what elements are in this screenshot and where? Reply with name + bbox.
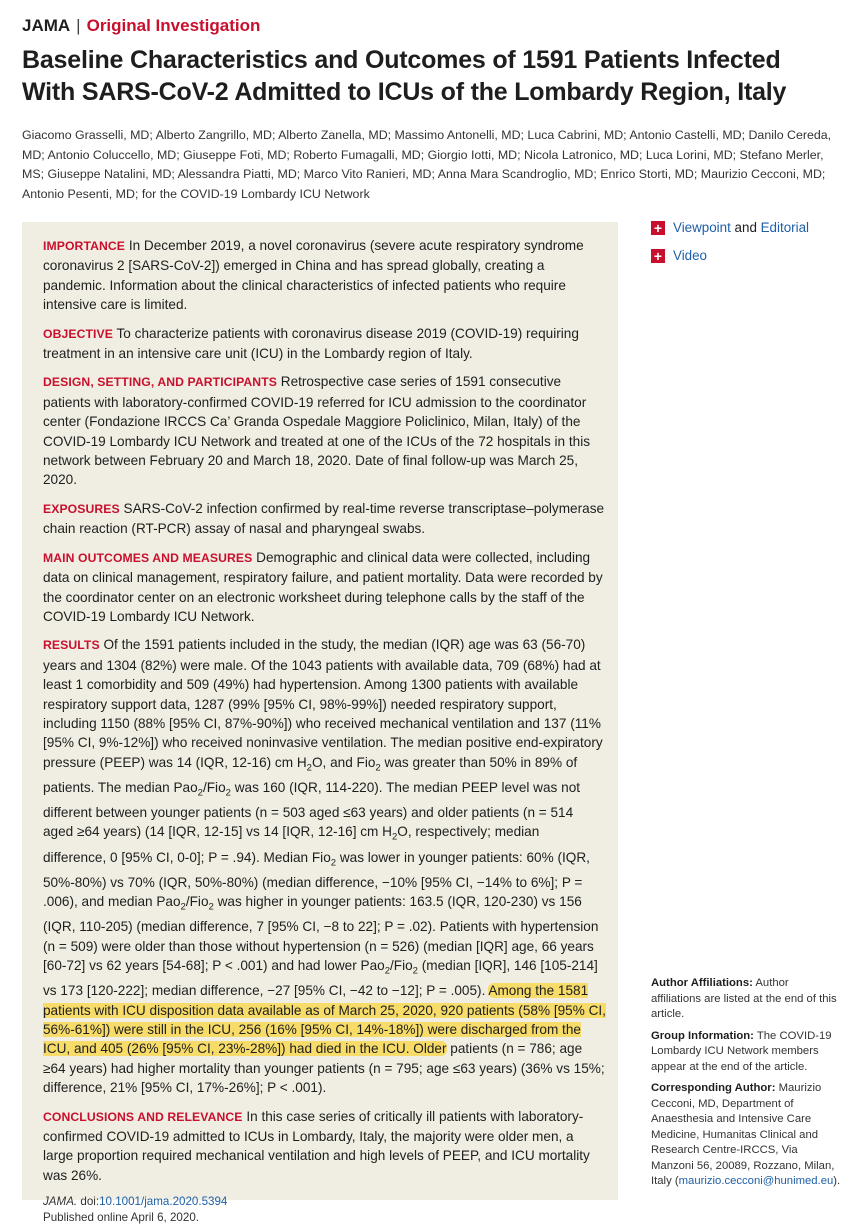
note-label: Corresponding Author: xyxy=(651,1082,776,1094)
related-links xyxy=(651,219,809,275)
section-text: In December 2019, a novel coronavirus (severe acute respiratory syndrome coronavirus 2 [SARS-CoV-2]) emerged in China and has spread globally, creating a pandemic. Information about the clinical characteristics of infected patients who require intensive care is limited. xyxy=(43,238,584,313)
abstract-exposures xyxy=(43,499,606,539)
editorial-link[interactable]: Editorial xyxy=(760,220,810,235)
results-text: O, and Fio xyxy=(311,754,376,770)
citation-journal: JAMA. xyxy=(43,1195,78,1209)
link-joiner: and xyxy=(730,220,761,235)
subscript: 2 xyxy=(384,965,390,977)
section-text: SARS-CoV-2 infection confirmed by real-time reverse transcriptase–polymerase chain reaction (RT-PCR) assay of nasal and pharyngeal swabs. xyxy=(43,500,605,537)
subscript: 2 xyxy=(375,762,381,774)
section-text: To characterize patients with coronavirus disease 2019 (COVID-19) requiring treatment in an intensive care unit (ICU) in the Lombardy region of Italy. xyxy=(43,325,579,362)
journal-name: JAMA xyxy=(22,16,71,35)
published-date: Published online April 6, 2020. xyxy=(43,1211,199,1225)
section-heading: EXPOSURES xyxy=(43,501,120,516)
article-type: Original Investigation xyxy=(86,16,261,35)
section-heading: RESULTS xyxy=(43,638,100,653)
results-text: (median [IQR], 146 [105-214] vs 173 [120-222]; median difference, −27 [95% CI, −42 to −12]; P = .005). xyxy=(43,958,598,999)
subscript: 2 xyxy=(412,965,418,977)
related-viewpoint-row xyxy=(651,219,809,237)
section-text: Retrospective case series of 1591 consecutive patients with laboratory-confirmed COVID-19 referred for ICU admission to the coordinator center (Fondazione IRCCS Ca’ Granda Ospedale Maggiore Policlinico, Milan, Italy) of the COVID-19 Lombardy ICU Network and treated at one of the ICUs of the 72 hospitals in this network between February 20 and March 18, 2020. Date of final follow-up was March 25, 2020. xyxy=(43,374,591,488)
results-text: Of the 1591 patients included in the study, the median (IQR) age was 63 (56-70) years and 1304 (82%) were male. Of the 1043 patients with available data, 709 (68%) had at least 1 comorbidity and 509 (49%) had hypertension. Among 1300 patients with available respiratory support data, 1287 (99% [95% CI, 98%-99%]) needed respiratory support, including 1150 (88% [95% CI, 87%-90%]) who received mechanical ventilation and 137 (11% [95% CI, 9%-12%]) who received noninvasive ventilation. The median positive end-expiratory pressure (PEEP) was 14 (IQR, 12-16) cm H xyxy=(43,637,603,770)
subscript: 2 xyxy=(306,762,312,774)
abstract-outcomes xyxy=(43,548,606,627)
section-heading: OBJECTIVE xyxy=(43,326,113,341)
doi-link[interactable]: 10.1001/jama.2020.5394 xyxy=(99,1195,228,1209)
section-heading: CONCLUSIONS AND RELEVANCE xyxy=(43,1109,243,1124)
masthead-separator: | xyxy=(76,16,81,35)
subscript: 2 xyxy=(208,901,214,913)
abstract-importance xyxy=(43,236,606,315)
corresponding-author xyxy=(651,1081,841,1190)
results-text: patients (n = 786; age ≥64 years) had higher mortality than younger patients (n = 795; age ≤63 years) (36% vs 15%; difference, 21% [95% CI, 17%-26%]; P < .001). xyxy=(43,1041,605,1096)
results-text: /Fio xyxy=(202,779,226,795)
results-text: was greater than 50% in 89% of patients. The median Pao xyxy=(43,754,578,795)
section-heading: MAIN OUTCOMES AND MEASURES xyxy=(43,550,253,565)
sidebar-notes xyxy=(651,976,841,1196)
subscript: 2 xyxy=(225,787,231,799)
email-link[interactable]: maurizio.cecconi@hunimed.eu xyxy=(678,1175,834,1187)
note-label: Group Information: xyxy=(651,1029,754,1042)
plus-icon[interactable]: + xyxy=(651,221,665,235)
section-heading: DESIGN, SETTING, AND PARTICIPANTS xyxy=(43,375,277,390)
abstract-results xyxy=(43,635,606,1097)
abstract-design xyxy=(43,372,606,489)
subscript: 2 xyxy=(391,832,398,844)
abstract-objective xyxy=(43,324,606,364)
citation xyxy=(43,1194,606,1226)
highlighted-text: Among the 1581 patients with ICU disposition data available as of March 25, 2020, 920 patients (58% [95% CI, 56%-61%]) were still in the ICU, 256 (16% [95% CI, 14%-18%]) were discharged from the ICU, and 405 (26% [95% CI, 23%-28%]) had died in the ICU. Older xyxy=(43,983,606,1057)
masthead xyxy=(22,16,260,36)
results-text: was lower in younger patients: 60% (IQR, 50%-80%) vs 70% (IQR, 50%-80%) (median difference, −10% [95% CI, −14% to 6%]; P = .006), and median Pao xyxy=(43,849,590,910)
subscript: 2 xyxy=(330,857,337,869)
note-text: The COVID-19 Lombardy ICU Network members appear at the end of the article. xyxy=(651,1029,832,1073)
doi-label: doi: xyxy=(80,1195,100,1209)
results-text: O, respectively; median difference, 0 [95% CI, 0-0]; P = .94). Median Fio xyxy=(43,824,540,865)
group-information xyxy=(651,1029,841,1076)
note-label: Author Affiliations: xyxy=(651,977,753,989)
viewpoint-link[interactable]: Viewpoint xyxy=(673,220,731,235)
section-text: In this case series of critically ill patients with laboratory-confirmed COVID-19 admitted to ICUs in Lombardy, Italy, the majority were older men, a large proportion required mechanical ventilation and high levels of PEEP, and ICU mortality was 26%. xyxy=(43,1108,590,1183)
results-text: /Fio xyxy=(390,958,413,973)
abstract-conclusions xyxy=(43,1107,606,1186)
section-heading: IMPORTANCE xyxy=(43,239,126,253)
results-text: was 160 (IQR, 114-220). The median PEEP level was not different between younger patients (n = 503 aged ≤63 years) and older patients (n = 514 aged ≥64 years) (14 [IQR, 12-15] vs 14 [IQR, 12-16] cm H xyxy=(43,779,581,840)
section-text: Demographic and clinical data were collected, including data on clinical management, respiratory failure, and patient mortality. Data were recorded by the coordinator center on an electronic worksheet during telephone calls by the staff of the COVID-19 Lombardy ICU Network. xyxy=(43,549,603,624)
abstract-box xyxy=(22,222,618,1225)
subscript: 2 xyxy=(180,901,186,913)
note-text: Author affiliations are listed at the end of this article. xyxy=(651,977,837,1020)
author-list: Giacomo Grasselli, MD; Alberto Zangrillo, MD; Alberto Zanella, MD; Massimo Antonelli, MD; Luca Cabrini, MD; Antonio Castelli, MD; Danilo Cereda, MD; Antonio Coluccello, MD; Giuseppe Foti, MD; Roberto Fumagalli, MD; Giorgio Iotti, MD; Nicola Latronico, MD; Luca Lorini, MD; Stefano Merler, MS; Giuseppe Natalini, MD; Alessandra Piatti, MD; Marco Vito Ranieri, MD; Anna Mara Scandroglio, MD; Enrico Storti, MD; Maurizio Cecconi, MD; Antonio Pesenti, MD; for the COVID-19 Lombardy ICU Network xyxy=(22,128,832,201)
related-video-row xyxy=(651,247,809,265)
article-title: Baseline Characteristics and Outcomes of 1591 Patients Infected With SARS-CoV-2 Admitted to ICUs of the Lombardy Region, Italy xyxy=(22,46,787,106)
results-text: /Fio xyxy=(185,894,209,910)
note-close: ). xyxy=(833,1175,841,1187)
video-link[interactable]: Video xyxy=(673,248,708,263)
author-affiliations xyxy=(651,976,841,1023)
results-text: was higher in younger patients: 163.5 (IQR, 120-230) vs 156 (IQR, 110-205) (median difference, 7 [95% CI, −8 to 22]; P = .02). Patients with hypertension (n = 509) were older than those without hypertension (n = 526) (median [IQR] age, 66 years [60-72] vs 62 years [54-68]; P < .001) and had lower Pao xyxy=(43,894,599,973)
subscript: 2 xyxy=(197,787,203,799)
plus-icon[interactable]: + xyxy=(651,249,665,263)
note-text: Maurizio Cecconi, MD, Department of Anaesthesia and Intensive Care Medicine, Humanitas Clinical and Research Centre-IRCCS, Via Manzoni 56, 20089, Rozzano, Milan, Italy ( xyxy=(651,1082,835,1187)
